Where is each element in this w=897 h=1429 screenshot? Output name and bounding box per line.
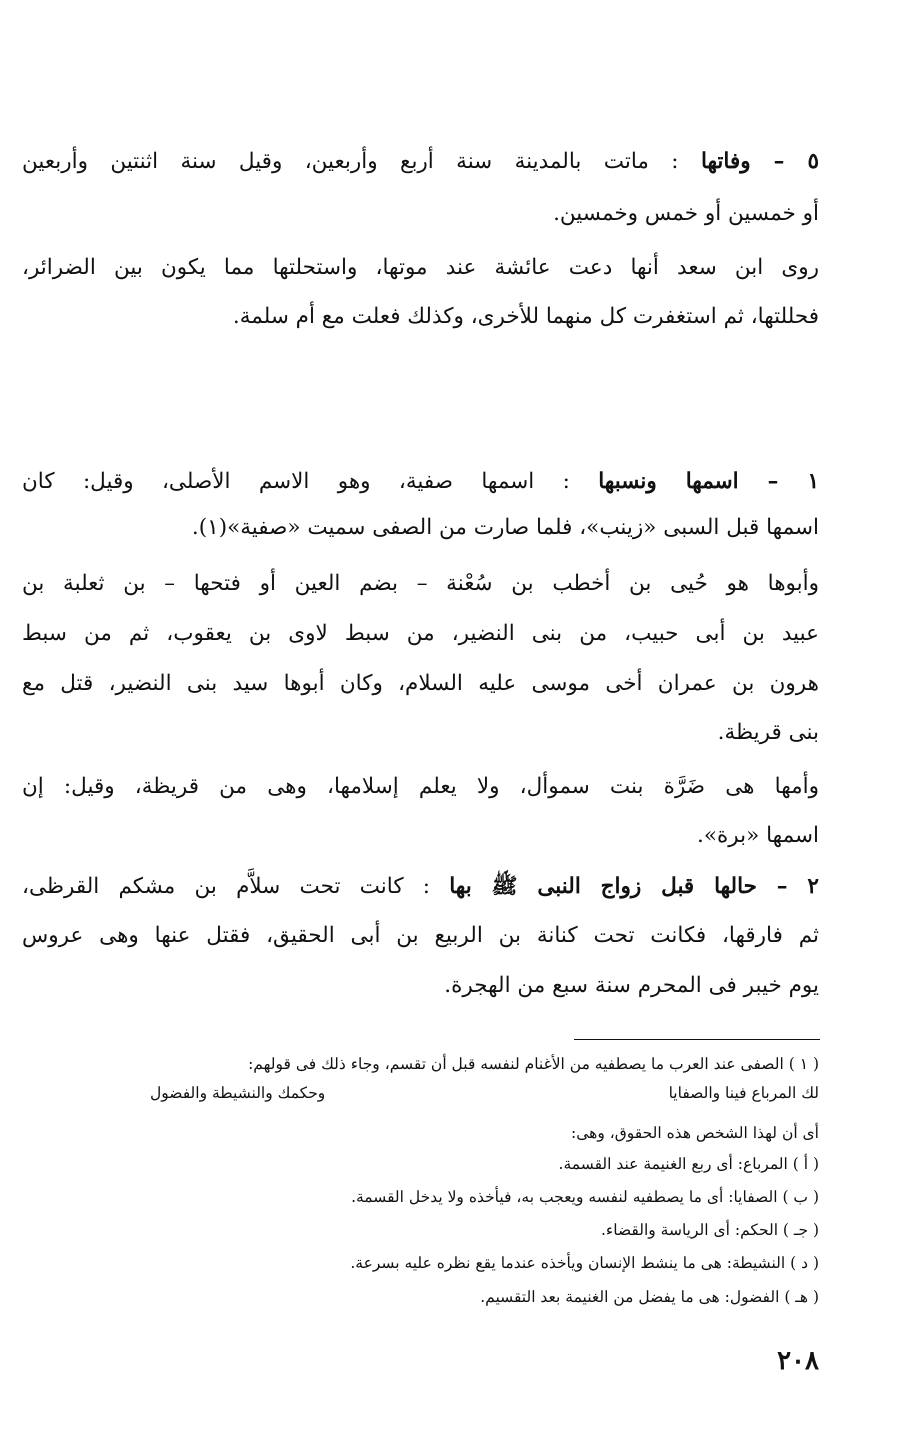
footnote-explanation: أى أن لهذا الشخص هذه الحقوق، وهى: bbox=[571, 1124, 819, 1142]
paragraph-before-marriage-line-1 bbox=[22, 873, 819, 901]
paragraph-before-marriage-line-2: ثم فارقها، فكانت تحت كنانة بن الربيع بن أبى الحقيق، فقتل عنها وهى عروس bbox=[22, 923, 819, 948]
name-section-heading: ١ – اسمها ونسبها bbox=[598, 469, 819, 494]
paragraph-father-line-3: هرون بن عمران أخى موسى عليه السلام، وكان أبوها سيد بنى النضير، قتل مع bbox=[22, 671, 819, 696]
footnote-item: ( هـ ) الفضول: هى ما يفضل من الغنيمة بعد التقسيم. bbox=[480, 1288, 819, 1306]
paragraph-name-line-1 bbox=[22, 468, 819, 496]
footnote-item: ( أ ) المرباع: أى ربع الغنيمة عند القسمة. bbox=[558, 1155, 819, 1173]
footnote-item: ( ب ) الصفايا: أى ما يصطفيه لنفسه ويعجب به، فيأخذه ولا يدخل القسمة. bbox=[351, 1188, 819, 1206]
paragraph-father-line-4: بنى قريظة. bbox=[717, 720, 819, 745]
before-marriage-text: : كانت تحت سلاَّم بن مشكم القرظى، bbox=[22, 874, 431, 899]
before-marriage-section-heading: ٢ – حالها قبل زواج النبى ﷺ بها bbox=[449, 874, 819, 899]
footnote-intro: ( ١ ) الصفى عند العرب ما يصطفيه من الأغنام لنفسه قبل أن تقسم، وجاء ذلك فى قولهم: bbox=[248, 1055, 819, 1073]
death-text: : ماتت بالمدينة سنة أربع وأربعين، وقيل سنة اثنتين وأربعين bbox=[22, 149, 679, 174]
footnote-item: ( د ) النشيطة: هى ما ينشط الإنسان ويأخذه عندما يقع نظره عليه بسرعة. bbox=[350, 1254, 819, 1272]
paragraph-ibn-saad-line-1: روى ابن سعد أنها دعت عائشة عند موتها، واستحلتها مما يكون بين الضرائر، bbox=[22, 255, 819, 280]
footnote-verse-right: لك المرباع فينا والصفايا bbox=[668, 1084, 819, 1102]
paragraph-death-line-2: أو خمسين أو خمس وخمسين. bbox=[553, 201, 819, 226]
paragraph-mother-line-2: اسمها «برة». bbox=[697, 823, 819, 848]
paragraph-name-line-2: اسمها قبل السبى «زينب»، فلما صارت من الصفى سميت «صفية»(١). bbox=[191, 515, 819, 540]
paragraph-before-marriage-line-3: يوم خيبر فى المحرم سنة سبع من الهجرة. bbox=[444, 973, 819, 998]
death-section-heading: ٥ – وفاتها bbox=[700, 149, 819, 174]
paragraph-ibn-saad-line-2: فحللتها، ثم استغفرت كل منهما للأخرى، وكذلك فعلت مع أم سلمة. bbox=[232, 304, 819, 329]
paragraph-father-line-2: عبيد بن أبى حبيب، من بنى النضير، من سبط لاوى بن يعقوب، ثم من سبط bbox=[22, 621, 819, 646]
paragraph-father-line-1: وأبوها هو حُيى بن أخطب بن سُعْنة – بضم العين أو فتحها – بن ثعلبة بن bbox=[22, 571, 819, 596]
paragraph-mother-line-1: وأمها هى ضَرَّة بنت سموأل، ولا يعلم إسلامها، وهى من قريظة، وقيل: إن bbox=[22, 774, 819, 799]
paragraph-death-line-1 bbox=[22, 148, 819, 176]
page-number: ٢٠٨ bbox=[777, 1346, 819, 1376]
footnote-verse-left: وحكمك والنشيطة والفضول bbox=[150, 1084, 326, 1102]
footnote-item: ( جـ ) الحكم: أى الرياسة والقضاء. bbox=[601, 1221, 819, 1239]
footnote-separator bbox=[574, 1039, 820, 1040]
name-text: : اسمها صفية، وهو الاسم الأصلى، وقيل: كان bbox=[22, 469, 570, 494]
